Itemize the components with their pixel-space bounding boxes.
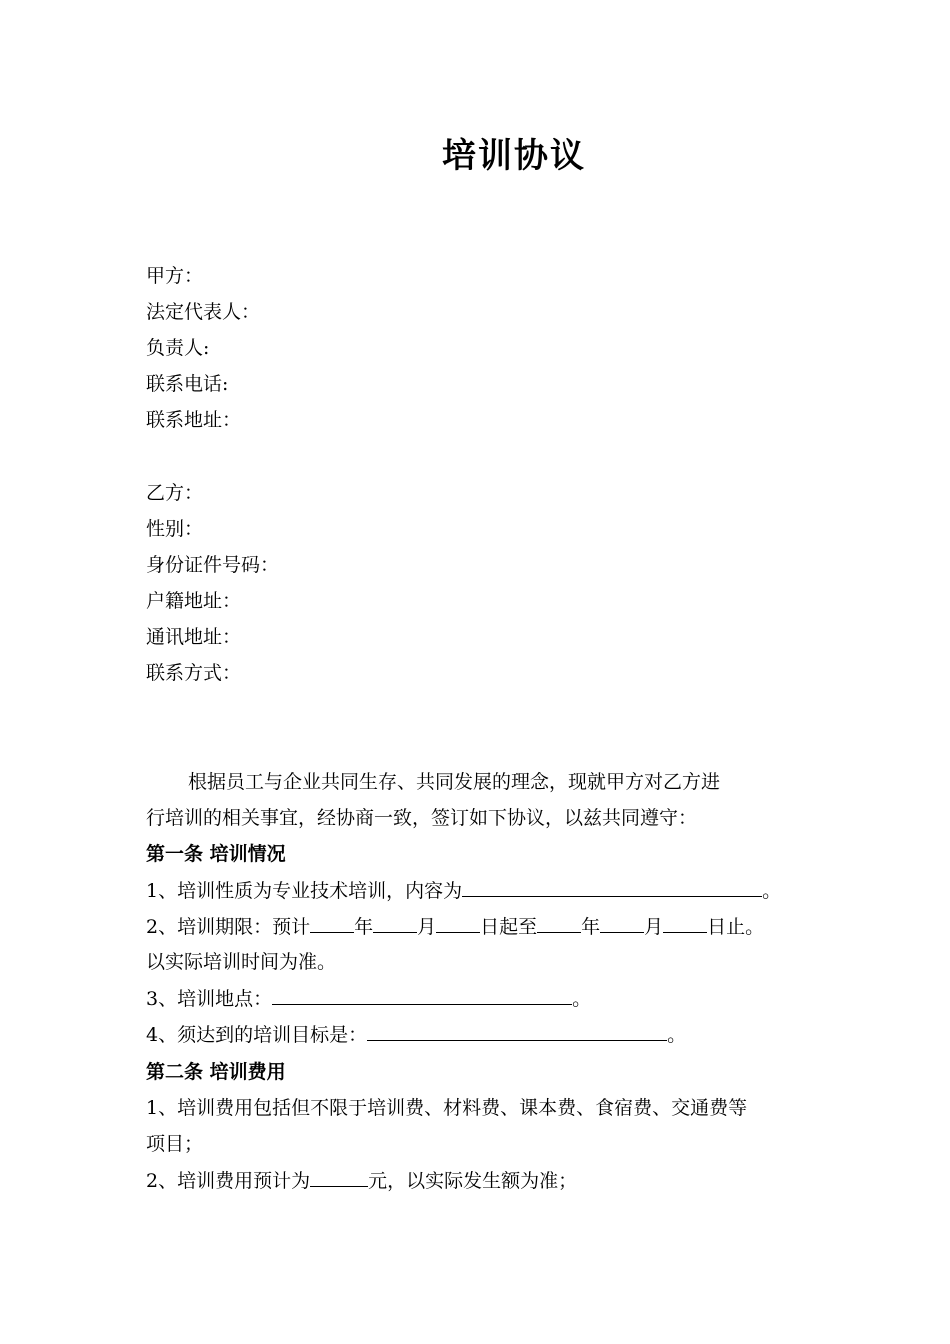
article-1-heading: 第一条 培训情况 — [146, 843, 286, 865]
party-b-gender: 性别： — [146, 518, 204, 540]
item-end: 。 — [572, 988, 592, 1010]
article-2-item-2 — [146, 1166, 577, 1195]
month-label: 月 — [644, 916, 664, 938]
item-text: 2、培训期限：预计 — [146, 916, 311, 938]
article-1-item-1 — [146, 876, 781, 905]
location-blank[interactable] — [272, 984, 572, 1005]
article-1-item-2-cont: 以实际培训时间为准。 — [146, 951, 337, 973]
item-text: 4、须达到的培训目标是： — [146, 1024, 368, 1046]
party-b-mail: 通讯地址： — [146, 626, 242, 648]
article-1-item-4 — [146, 1020, 686, 1049]
party-a-label: 甲方： — [146, 265, 204, 287]
cost-blank[interactable] — [310, 1166, 368, 1187]
goal-blank[interactable] — [367, 1020, 667, 1041]
start-year-blank[interactable] — [310, 912, 354, 933]
article-2-heading: 第二条 培训费用 — [146, 1061, 286, 1083]
day-end-label: 日止。 — [707, 916, 765, 938]
party-b-hukou: 户籍地址： — [146, 590, 242, 612]
article-1-item-3 — [146, 984, 591, 1013]
item-text: 2、培训费用预计为 — [146, 1170, 311, 1192]
end-month-blank[interactable] — [600, 912, 644, 933]
item-text: 1、培训性质为专业技术培训，内容为 — [146, 880, 463, 902]
intro-line-1: 根据员工与企业共同生存、共同发展的理念，现就甲方对乙方进 — [188, 771, 721, 793]
party-b-id: 身份证件号码： — [146, 554, 280, 576]
item-text: 3、培训地点： — [146, 988, 273, 1010]
party-a-address: 联系地址： — [146, 409, 242, 431]
party-b-label: 乙方： — [146, 482, 204, 504]
end-day-blank[interactable] — [663, 912, 707, 933]
party-b-contact: 联系方式： — [146, 662, 242, 684]
page-title: 培训协议 — [442, 136, 586, 176]
year-label: 年 — [354, 916, 374, 938]
start-day-blank[interactable] — [436, 912, 480, 933]
item-end: 元，以实际发生额为准； — [368, 1170, 578, 1192]
party-a-rep: 法定代表人： — [146, 301, 261, 323]
start-month-blank[interactable] — [373, 912, 417, 933]
item-end: 。 — [667, 1024, 687, 1046]
article-2-item-1-line-2: 项目； — [146, 1133, 204, 1155]
day-label: 日起至 — [480, 916, 538, 938]
item-end: 。 — [762, 880, 782, 902]
party-a-charge: 负责人: — [146, 337, 210, 359]
year-label: 年 — [581, 916, 601, 938]
party-a-phone: 联系电话: — [146, 373, 229, 395]
article-2-item-1-line-1: 1、培训费用包括但不限于培训费、材料费、课本费、食宿费、交通费等 — [146, 1097, 748, 1119]
end-year-blank[interactable] — [537, 912, 581, 933]
article-1-item-2 — [146, 912, 764, 941]
intro-line-2: 行培训的相关事宜，经协商一致，签订如下协议，以兹共同遵守： — [146, 807, 698, 829]
content-blank[interactable] — [462, 876, 762, 897]
month-label: 月 — [417, 916, 437, 938]
